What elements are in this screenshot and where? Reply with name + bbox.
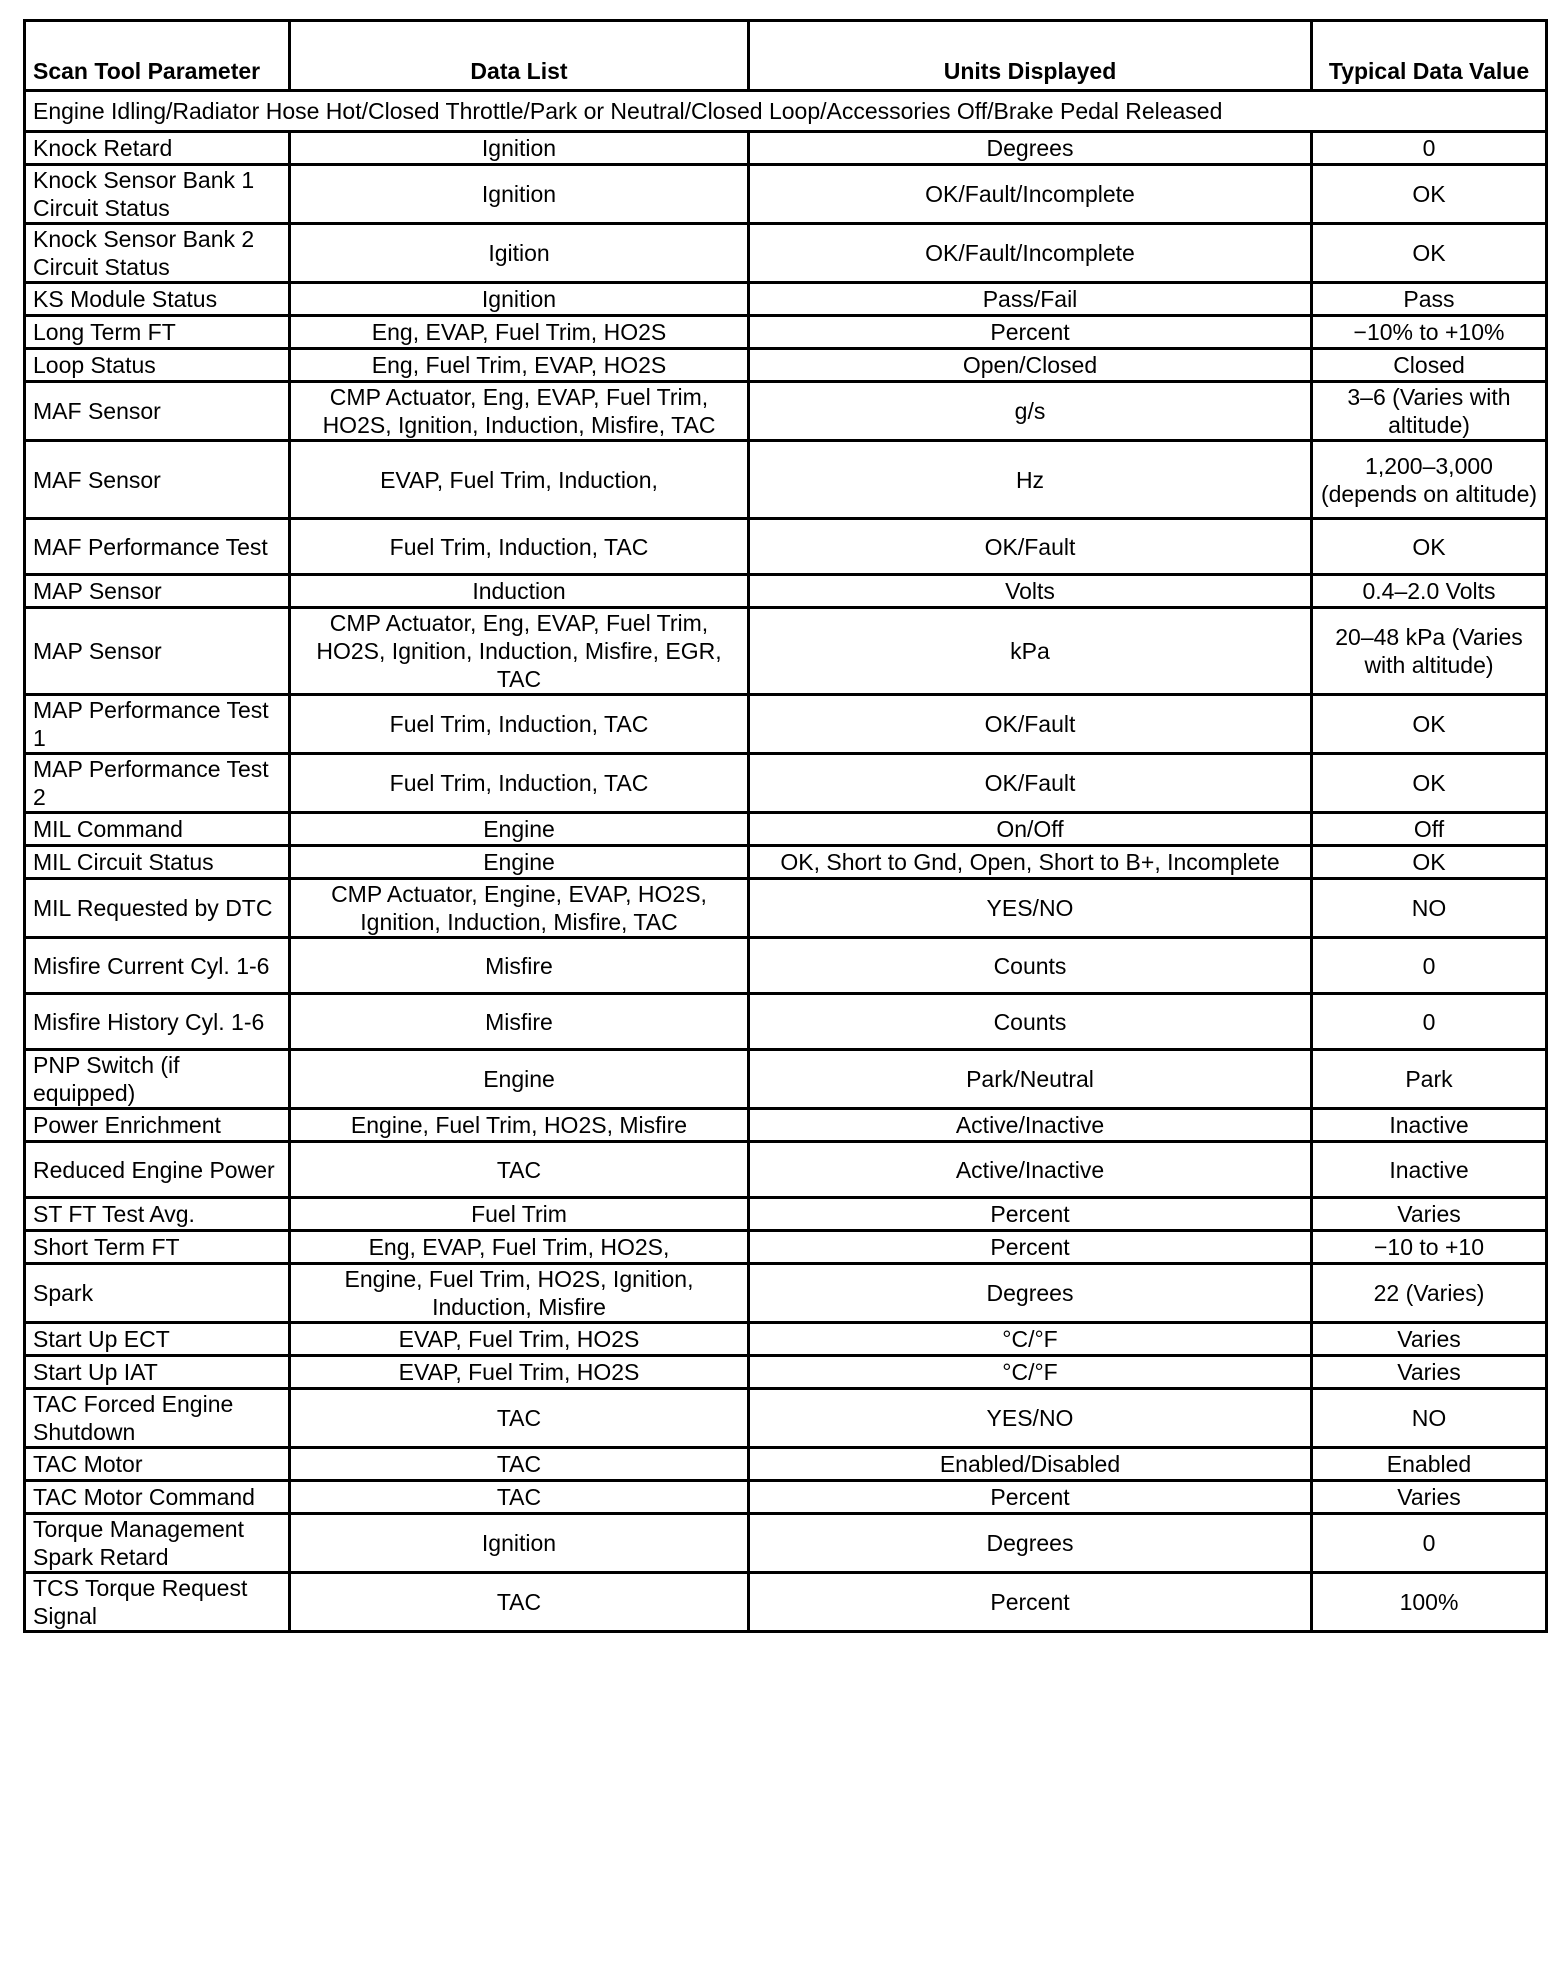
parameter-cell: MIL Requested by DTC xyxy=(25,879,290,938)
parameter-cell: MAF Sensor xyxy=(25,441,290,519)
parameter-cell: MAF Performance Test xyxy=(25,519,290,575)
units-cell: Volts xyxy=(749,575,1312,608)
data-list-cell: EVAP, Fuel Trim, Induction, xyxy=(290,441,749,519)
units-cell: Percent xyxy=(749,1231,1312,1264)
typical-value-cell: OK xyxy=(1312,165,1547,224)
table-row xyxy=(25,283,1547,316)
data-list-cell: Fuel Trim, Induction, TAC xyxy=(290,519,749,575)
table-row xyxy=(25,1264,1547,1323)
header-typical-data-value: Typical Data Value xyxy=(1312,21,1547,91)
units-cell: °C/°F xyxy=(749,1323,1312,1356)
typical-value-cell: Off xyxy=(1312,813,1547,846)
units-cell: Pass/Fail xyxy=(749,283,1312,316)
header-units-displayed: Units Displayed xyxy=(749,21,1312,91)
parameter-cell: Misfire Current Cyl. 1-6 xyxy=(25,938,290,994)
typical-value-cell: 20–48 kPa (Varies with altitude) xyxy=(1312,608,1547,695)
data-list-cell: CMP Actuator, Eng, EVAP, Fuel Trim, HO2S, Ignition, Induction, Misfire, EGR, TAC xyxy=(290,608,749,695)
typical-value-cell: Inactive xyxy=(1312,1109,1547,1142)
data-list-cell: CMP Actuator, Eng, EVAP, Fuel Trim, HO2S, Ignition, Induction, Misfire, TAC xyxy=(290,382,749,441)
typical-value-cell: 22 (Varies) xyxy=(1312,1264,1547,1323)
units-cell: Percent xyxy=(749,1481,1312,1514)
table-row xyxy=(25,519,1547,575)
data-list-cell: Induction xyxy=(290,575,749,608)
parameter-cell: MAP Sensor xyxy=(25,575,290,608)
parameter-cell: MIL Circuit Status xyxy=(25,846,290,879)
typical-value-cell: Varies xyxy=(1312,1481,1547,1514)
typical-value-cell: OK xyxy=(1312,846,1547,879)
table-row xyxy=(25,1514,1547,1573)
operating-condition: Engine Idling/Radiator Hose Hot/Closed Throttle/Park or Neutral/Closed Loop/Accessories Off/Brake Pedal Released xyxy=(25,91,1547,132)
parameter-cell: Knock Retard xyxy=(25,132,290,165)
units-cell: Active/Inactive xyxy=(749,1109,1312,1142)
data-list-cell: Engine, Fuel Trim, HO2S, Ignition, Induction, Misfire xyxy=(290,1264,749,1323)
parameter-cell: Power Enrichment xyxy=(25,1109,290,1142)
parameter-cell: TAC Motor xyxy=(25,1448,290,1481)
typical-value-cell: OK xyxy=(1312,224,1547,283)
typical-value-cell: 0 xyxy=(1312,132,1547,165)
data-list-cell: Ignition xyxy=(290,132,749,165)
units-cell: °C/°F xyxy=(749,1356,1312,1389)
units-cell: Open/Closed xyxy=(749,349,1312,382)
parameter-cell: Spark xyxy=(25,1264,290,1323)
data-list-cell: CMP Actuator, Engine, EVAP, HO2S, Ignition, Induction, Misfire, TAC xyxy=(290,879,749,938)
typical-value-cell: NO xyxy=(1312,879,1547,938)
table-row xyxy=(25,879,1547,938)
table-row xyxy=(25,316,1547,349)
typical-value-cell: NO xyxy=(1312,1389,1547,1448)
parameter-cell: MAF Sensor xyxy=(25,382,290,441)
table-body xyxy=(25,91,1547,1632)
header-scan-tool-parameter: Scan Tool Parameter xyxy=(25,21,290,91)
units-cell: YES/NO xyxy=(749,879,1312,938)
table-row xyxy=(25,132,1547,165)
units-cell: On/Off xyxy=(749,813,1312,846)
typical-value-cell: 1,200–3,000 (depends on altitude) xyxy=(1312,441,1547,519)
units-cell: Degrees xyxy=(749,132,1312,165)
units-cell: Percent xyxy=(749,1573,1312,1632)
data-list-cell: EVAP, Fuel Trim, HO2S xyxy=(290,1356,749,1389)
data-list-cell: Fuel Trim xyxy=(290,1198,749,1231)
typical-value-cell: −10 to +10 xyxy=(1312,1231,1547,1264)
table-row xyxy=(25,1389,1547,1448)
scan-tool-data-table xyxy=(23,19,1548,1633)
parameter-cell: Start Up IAT xyxy=(25,1356,290,1389)
header-row xyxy=(25,21,1547,91)
data-list-cell: EVAP, Fuel Trim, HO2S xyxy=(290,1323,749,1356)
typical-value-cell: OK xyxy=(1312,695,1547,754)
typical-value-cell: Inactive xyxy=(1312,1142,1547,1198)
typical-value-cell: Closed xyxy=(1312,349,1547,382)
data-list-cell: TAC xyxy=(290,1573,749,1632)
table-row xyxy=(25,1198,1547,1231)
data-list-cell: Engine xyxy=(290,1050,749,1109)
table-row xyxy=(25,1231,1547,1264)
typical-value-cell: OK xyxy=(1312,754,1547,813)
table-row xyxy=(25,575,1547,608)
table-row xyxy=(25,754,1547,813)
data-list-cell: Eng, Fuel Trim, EVAP, HO2S xyxy=(290,349,749,382)
typical-value-cell: OK xyxy=(1312,519,1547,575)
data-list-cell: TAC xyxy=(290,1389,749,1448)
parameter-cell: Long Term FT xyxy=(25,316,290,349)
typical-value-cell: Varies xyxy=(1312,1323,1547,1356)
table-row xyxy=(25,1142,1547,1198)
parameter-cell: Short Term FT xyxy=(25,1231,290,1264)
data-list-cell: Fuel Trim, Induction, TAC xyxy=(290,695,749,754)
parameter-cell: MAP Performance Test 1 xyxy=(25,695,290,754)
table-row xyxy=(25,441,1547,519)
scan-tool-data-sheet xyxy=(23,19,1545,1633)
table-row xyxy=(25,382,1547,441)
units-cell: g/s xyxy=(749,382,1312,441)
data-list-cell: Igition xyxy=(290,224,749,283)
units-cell: Counts xyxy=(749,938,1312,994)
units-cell: Percent xyxy=(749,316,1312,349)
units-cell: Counts xyxy=(749,994,1312,1050)
data-list-cell: Misfire xyxy=(290,994,749,1050)
units-cell: Park/Neutral xyxy=(749,1050,1312,1109)
parameter-cell: Misfire History Cyl. 1-6 xyxy=(25,994,290,1050)
table-row xyxy=(25,994,1547,1050)
data-list-cell: Fuel Trim, Induction, TAC xyxy=(290,754,749,813)
header-data-list: Data List xyxy=(290,21,749,91)
units-cell: OK/Fault xyxy=(749,519,1312,575)
table-row xyxy=(25,1448,1547,1481)
units-cell: OK/Fault/Incomplete xyxy=(749,165,1312,224)
table-row xyxy=(25,1481,1547,1514)
data-list-cell: Ignition xyxy=(290,1514,749,1573)
table-row xyxy=(25,813,1547,846)
parameter-cell: PNP Switch (if equipped) xyxy=(25,1050,290,1109)
parameter-cell: MAP Sensor xyxy=(25,608,290,695)
typical-value-cell: 3–6 (Varies with altitude) xyxy=(1312,382,1547,441)
data-list-cell: TAC xyxy=(290,1448,749,1481)
typical-value-cell: 0.4–2.0 Volts xyxy=(1312,575,1547,608)
data-list-cell: Ignition xyxy=(290,165,749,224)
parameter-cell: Start Up ECT xyxy=(25,1323,290,1356)
parameter-cell: Loop Status xyxy=(25,349,290,382)
units-cell: OK, Short to Gnd, Open, Short to B+, Incomplete xyxy=(749,846,1312,879)
parameter-cell: TCS Torque Request Signal xyxy=(25,1573,290,1632)
table-row xyxy=(25,1573,1547,1632)
data-list-cell: Engine xyxy=(290,813,749,846)
parameter-cell: ST FT Test Avg. xyxy=(25,1198,290,1231)
data-list-cell: Ignition xyxy=(290,283,749,316)
parameter-cell: Torque Management Spark Retard xyxy=(25,1514,290,1573)
table-row xyxy=(25,349,1547,382)
typical-value-cell: Varies xyxy=(1312,1356,1547,1389)
units-cell: Percent xyxy=(749,1198,1312,1231)
units-cell: kPa xyxy=(749,608,1312,695)
data-list-cell: Engine, Fuel Trim, HO2S, Misfire xyxy=(290,1109,749,1142)
table-row xyxy=(25,846,1547,879)
condition-row xyxy=(25,91,1547,132)
typical-value-cell: 0 xyxy=(1312,1514,1547,1573)
data-list-cell: TAC xyxy=(290,1142,749,1198)
typical-value-cell: Varies xyxy=(1312,1198,1547,1231)
units-cell: OK/Fault/Incomplete xyxy=(749,224,1312,283)
table-row xyxy=(25,224,1547,283)
table-row xyxy=(25,695,1547,754)
parameter-cell: KS Module Status xyxy=(25,283,290,316)
table-row xyxy=(25,1109,1547,1142)
table-row xyxy=(25,608,1547,695)
table-row xyxy=(25,1050,1547,1109)
typical-value-cell: Pass xyxy=(1312,283,1547,316)
units-cell: YES/NO xyxy=(749,1389,1312,1448)
data-list-cell: TAC xyxy=(290,1481,749,1514)
data-list-cell: Eng, EVAP, Fuel Trim, HO2S xyxy=(290,316,749,349)
table-row xyxy=(25,938,1547,994)
table-row xyxy=(25,165,1547,224)
parameter-cell: MIL Command xyxy=(25,813,290,846)
table-row xyxy=(25,1356,1547,1389)
parameter-cell: MAP Performance Test 2 xyxy=(25,754,290,813)
typical-value-cell: Park xyxy=(1312,1050,1547,1109)
typical-value-cell: 0 xyxy=(1312,938,1547,994)
typical-value-cell: 0 xyxy=(1312,994,1547,1050)
typical-value-cell: Enabled xyxy=(1312,1448,1547,1481)
units-cell: Enabled/Disabled xyxy=(749,1448,1312,1481)
parameter-cell: Reduced Engine Power xyxy=(25,1142,290,1198)
units-cell: Degrees xyxy=(749,1514,1312,1573)
typical-value-cell: −10% to +10% xyxy=(1312,316,1547,349)
table-row xyxy=(25,1323,1547,1356)
parameter-cell: TAC Motor Command xyxy=(25,1481,290,1514)
units-cell: OK/Fault xyxy=(749,754,1312,813)
parameter-cell: Knock Sensor Bank 1 Circuit Status xyxy=(25,165,290,224)
parameter-cell: TAC Forced Engine Shutdown xyxy=(25,1389,290,1448)
data-list-cell: Misfire xyxy=(290,938,749,994)
typical-value-cell: 100% xyxy=(1312,1573,1547,1632)
units-cell: OK/Fault xyxy=(749,695,1312,754)
data-list-cell: Engine xyxy=(290,846,749,879)
units-cell: Hz xyxy=(749,441,1312,519)
parameter-cell: Knock Sensor Bank 2 Circuit Status xyxy=(25,224,290,283)
units-cell: Active/Inactive xyxy=(749,1142,1312,1198)
data-list-cell: Eng, EVAP, Fuel Trim, HO2S, xyxy=(290,1231,749,1264)
units-cell: Degrees xyxy=(749,1264,1312,1323)
